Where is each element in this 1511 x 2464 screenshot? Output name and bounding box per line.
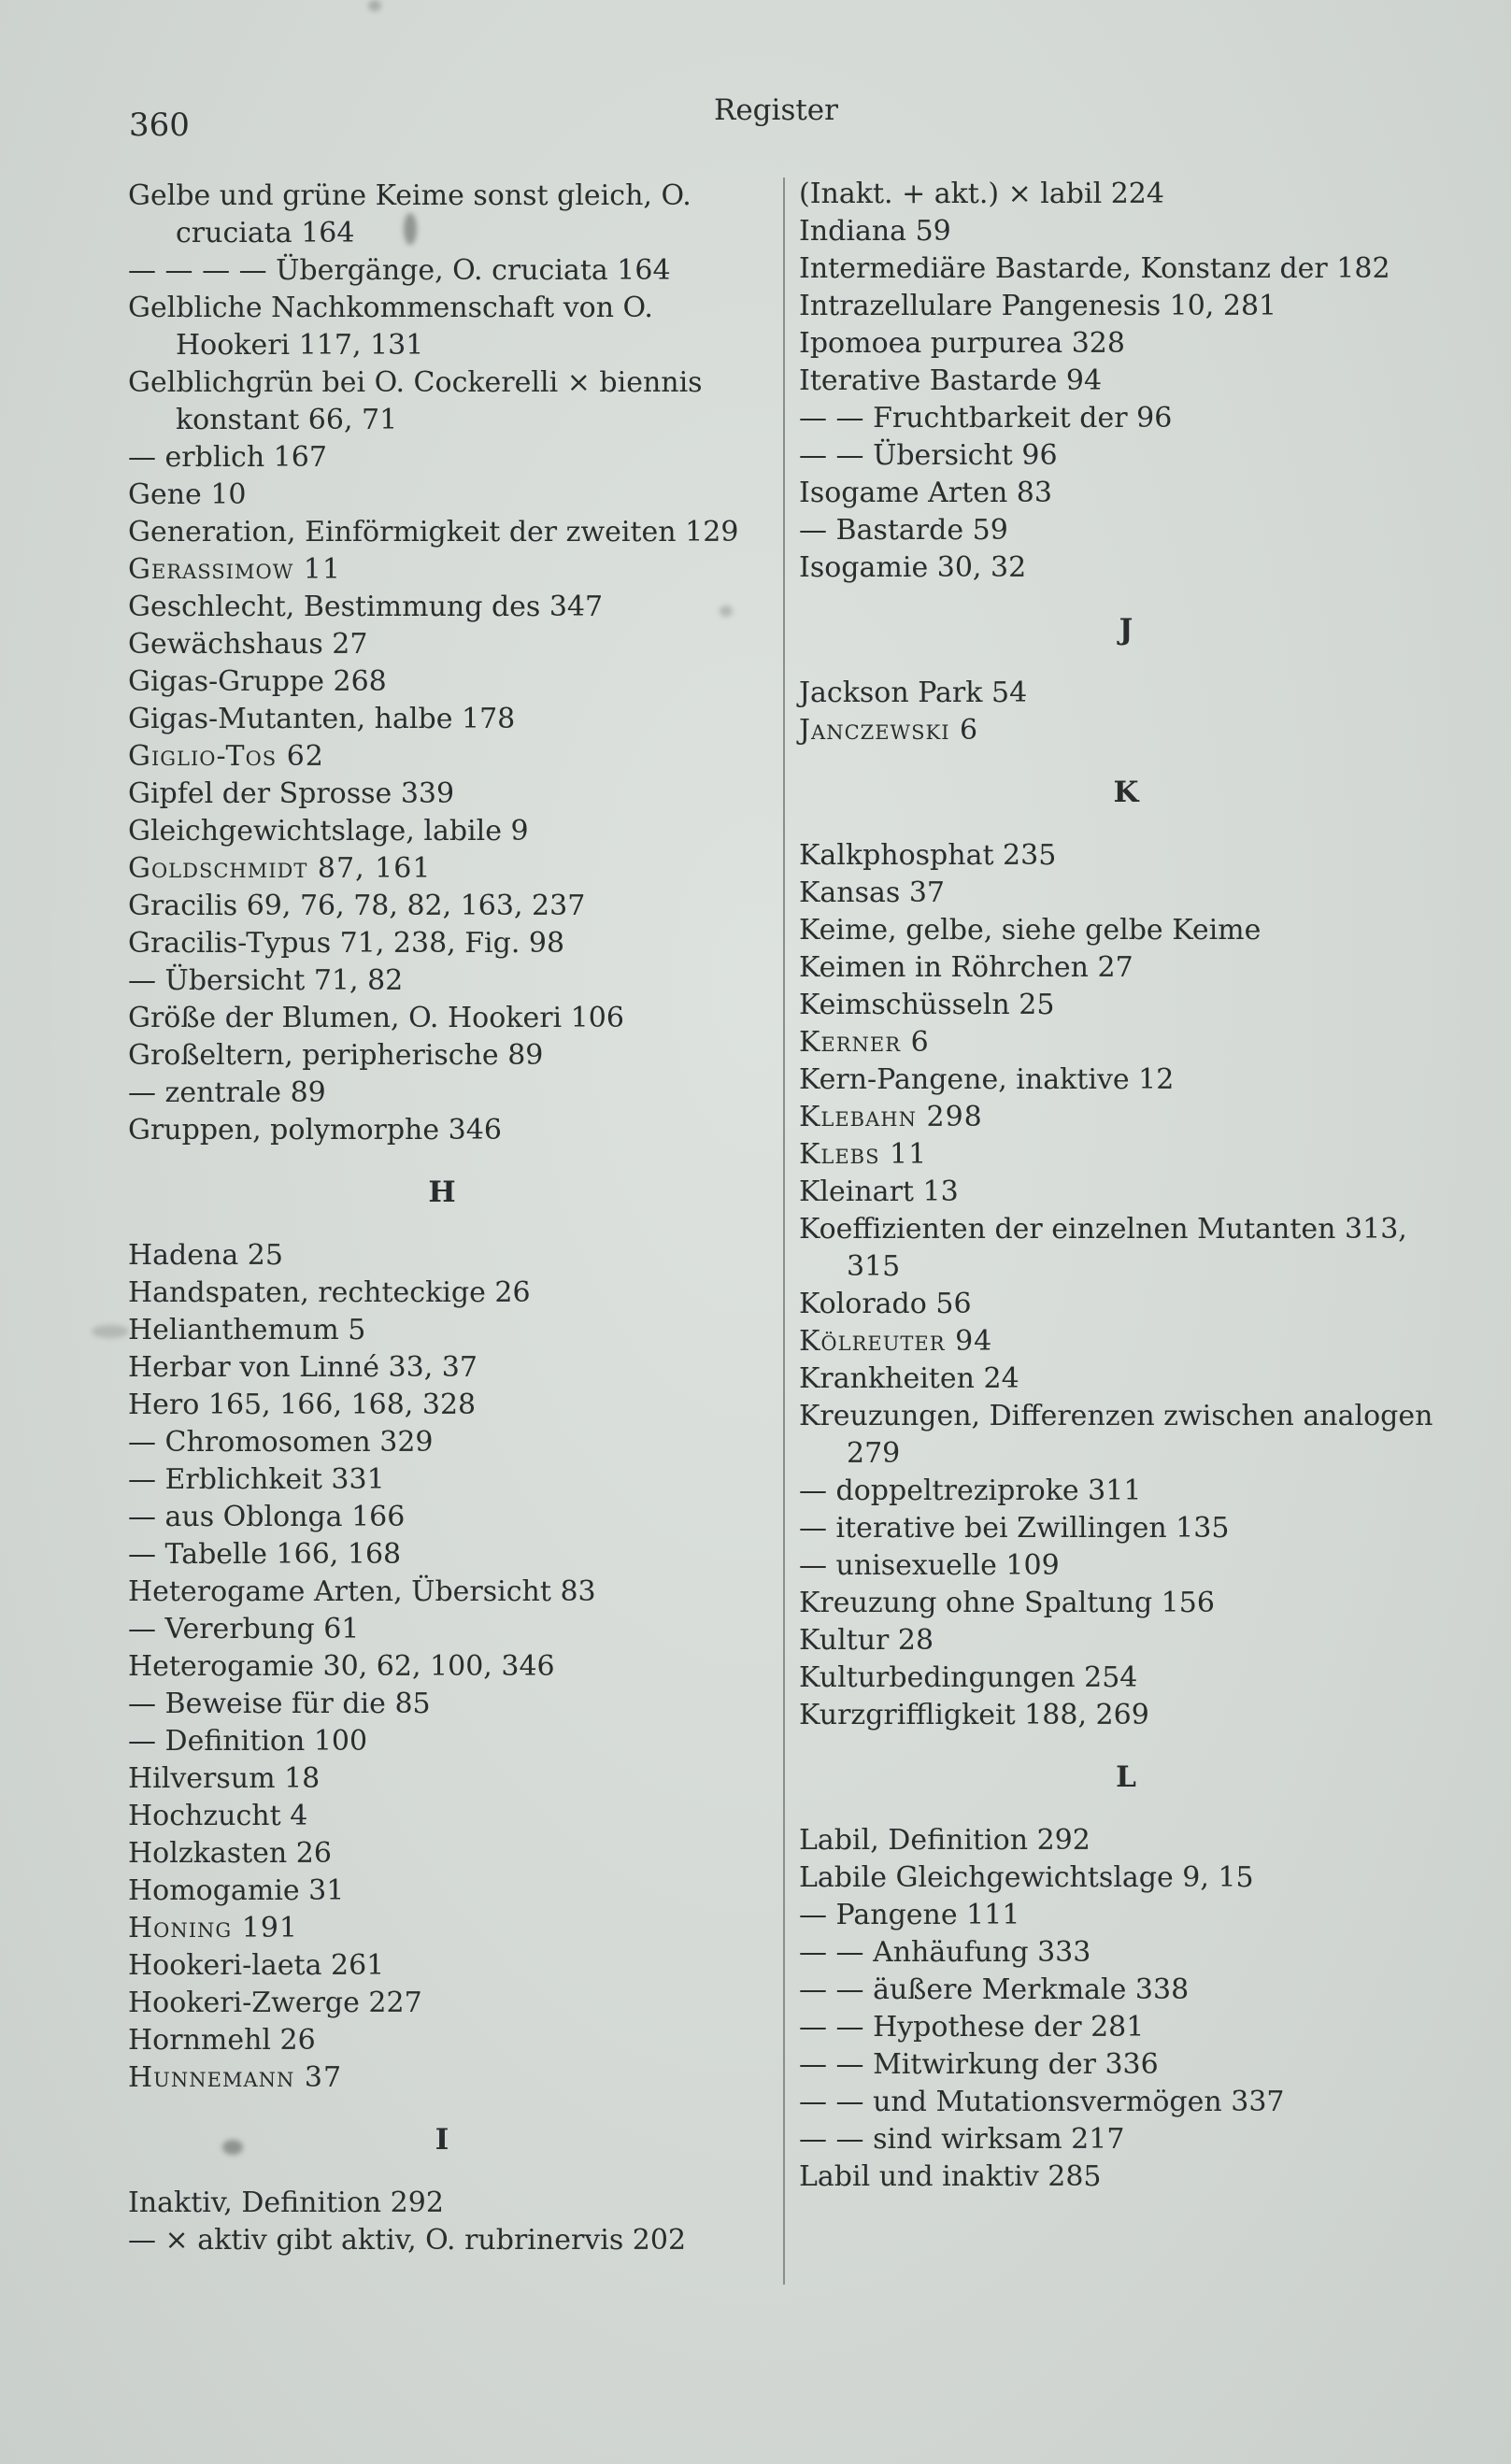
index-entry: Intermediäre Bastarde, Konstanz der 182 xyxy=(799,252,1390,285)
index-entry: Gigas-Mutanten, halbe 178 xyxy=(128,703,516,735)
ink-smudge xyxy=(404,213,417,245)
index-entry: Janczewski 6 xyxy=(799,714,979,747)
index-entry: Kreuzungen, Differenzen zwischen analogen 279 xyxy=(799,1400,1433,1470)
index-entry: Kölreuter 94 xyxy=(799,1325,993,1358)
section-letter-heading: K xyxy=(1113,776,1139,809)
index-entry: Gewächshaus 27 xyxy=(128,628,368,661)
index-entry: — aus Oblonga 166 xyxy=(128,1501,406,1533)
index-entry: — Übersicht 71, 82 xyxy=(128,964,404,997)
index-entry: Labile Gleichgewichtslage 9, 15 xyxy=(799,1861,1254,1894)
index-entry: Iterative Bastarde 94 xyxy=(799,364,1103,397)
index-entry: — Definition 100 xyxy=(128,1725,368,1758)
index-entry: Kulturbedingungen 254 xyxy=(799,1661,1138,1694)
index-entry: Kultur 28 xyxy=(799,1624,934,1657)
section-letter-heading: I xyxy=(435,2123,449,2157)
index-entry: — Pangene 111 xyxy=(799,1899,1020,1931)
index-entry: — Erblichkeit 331 xyxy=(128,1463,385,1496)
index-entry: Keime, gelbe, siehe gelbe Keime xyxy=(799,914,1262,947)
column-divider xyxy=(783,178,785,2285)
index-entry: Herbar von Linné 33, 37 xyxy=(128,1351,478,1384)
index-entry: Generation, Einförmigkeit der zweiten 129 xyxy=(128,516,739,548)
index-entry: Inaktiv, Definition 292 xyxy=(128,2186,444,2219)
index-entry: Gleichgewichtslage, labile 9 xyxy=(128,815,529,847)
index-entry: (Inakt. + akt.) × labil 224 xyxy=(799,178,1164,210)
index-entry: — — äußere Merkmale 338 xyxy=(799,1973,1190,2006)
index-entry: Gipfel der Sprosse 339 xyxy=(128,777,455,810)
index-entry: — unisexuelle 109 xyxy=(799,1549,1060,1582)
index-entry: Hero 165, 166, 168, 328 xyxy=(128,1389,477,1421)
index-entry: — — Hypothese der 281 xyxy=(799,2011,1145,2044)
index-entry: Kolorado 56 xyxy=(799,1288,972,1320)
index-entry: Isogame Arten 83 xyxy=(799,477,1052,509)
index-entry: Hochzucht 4 xyxy=(128,1800,308,1832)
index-entry: Krankheiten 24 xyxy=(799,1362,1019,1395)
index-column-left xyxy=(128,178,756,2259)
index-entry: Goldschmidt 87, 161 xyxy=(128,852,432,885)
index-entry: Keimen in Röhrchen 27 xyxy=(799,951,1133,984)
index-entry: Isogamie 30, 32 xyxy=(799,551,1027,584)
index-entry: Ipomoea purpurea 328 xyxy=(799,327,1125,360)
running-head: Register xyxy=(714,93,838,127)
index-entry: Hadena 25 xyxy=(128,1239,283,1272)
index-entry: Jackson Park 54 xyxy=(799,677,1028,709)
index-entry: Kalkphosphat 235 xyxy=(799,839,1057,872)
index-entry: — — sind wirksam 217 xyxy=(799,2123,1125,2156)
index-entry: Gracilis-Typus 71, 238, Fig. 98 xyxy=(128,927,565,960)
index-entry: — Vererbung 61 xyxy=(128,1613,360,1645)
index-entry: — — Fruchtbarkeit der 96 xyxy=(799,402,1173,434)
index-entry: Kreuzung ohne Spaltung 156 xyxy=(799,1587,1215,1619)
index-entry: — iterative bei Zwillingen 135 xyxy=(799,1512,1230,1545)
index-entry: — zentrale 89 xyxy=(128,1076,326,1109)
index-entry: Holzkasten 26 xyxy=(128,1837,332,1870)
index-entry: Kerner 6 xyxy=(799,1026,930,1059)
index-entry: Klebahn 298 xyxy=(799,1101,983,1133)
index-entry: — Bastarde 59 xyxy=(799,514,1008,547)
index-entry: — — Mitwirkung der 336 xyxy=(799,2048,1159,2081)
index-entry: Intrazellulare Pangenesis 10, 281 xyxy=(799,290,1277,322)
index-entry: Hilversum 18 xyxy=(128,1762,321,1795)
index-entry: Koeffizienten der einzelnen Mutanten 313, 315 xyxy=(799,1213,1407,1283)
index-entry: Indiana 59 xyxy=(799,215,951,248)
index-entry: — Beweise für die 85 xyxy=(128,1688,431,1720)
index-entry: Heterogamie 30, 62, 100, 346 xyxy=(128,1650,555,1683)
index-entry: — — Anhäufung 333 xyxy=(799,1936,1091,1969)
index-entry: Labil, Definition 292 xyxy=(799,1824,1090,1857)
index-entry: Gelbe und grüne Keime sonst gleich, O. cruciata 164 xyxy=(128,179,691,249)
index-entry: Gerassimow 11 xyxy=(128,553,341,586)
index-entry: Hornmehl 26 xyxy=(128,2024,316,2057)
index-entry: Hookeri-laeta 261 xyxy=(128,1949,385,1982)
index-entry: Hunnemann 37 xyxy=(128,2061,343,2094)
index-entry: — — — — Übergänge, O. cruciata 164 xyxy=(128,254,671,287)
index-entry: Gene 10 xyxy=(128,478,247,511)
index-entry: Kleinart 13 xyxy=(799,1175,959,1208)
index-entry: Giglio-Tos 62 xyxy=(128,740,324,773)
index-entry: Keimschüsseln 25 xyxy=(799,989,1055,1021)
index-entry: — — Übersicht 96 xyxy=(799,439,1058,472)
index-entry: Gruppen, polymorphe 346 xyxy=(128,1114,502,1147)
ink-smudge xyxy=(368,0,381,11)
index-entry: Homogamie 31 xyxy=(128,1874,345,1907)
ink-smudge xyxy=(222,2140,243,2155)
index-entry: Kern-Pangene, inaktive 12 xyxy=(799,1063,1175,1096)
index-entry: Helianthemum 5 xyxy=(128,1314,366,1346)
index-entry: — erblich 167 xyxy=(128,441,327,474)
index-column-right xyxy=(799,176,1453,2196)
section-letter-heading: H xyxy=(428,1175,456,1209)
index-entry: Labil und inaktiv 285 xyxy=(799,2160,1102,2193)
index-entry: Geschlecht, Bestimmung des 347 xyxy=(128,591,604,623)
section-letter-heading: J xyxy=(1119,613,1133,647)
index-entry: Gracilis 69, 76, 78, 82, 163, 237 xyxy=(128,890,586,922)
index-entry: Gelblichgrün bei O. Cockerelli × biennis konstant 66, 71 xyxy=(128,366,703,436)
index-entry: — doppeltreziproke 311 xyxy=(799,1474,1142,1507)
index-entry: — — und Mutationsvermögen 337 xyxy=(799,2086,1285,2118)
index-entry: Gigas-Gruppe 268 xyxy=(128,665,387,698)
index-entry: Klebs 11 xyxy=(799,1138,928,1171)
index-entry: Gelbliche Nachkommenschaft von O. Hookeri 117, 131 xyxy=(128,292,653,362)
index-entry: Hookeri-Zwerge 227 xyxy=(128,1987,422,2019)
index-entry: — Tabelle 166, 168 xyxy=(128,1538,402,1571)
section-letter-heading: L xyxy=(1116,1760,1136,1794)
index-entry: Größe der Blumen, O. Hookeri 106 xyxy=(128,1002,624,1034)
ink-smudge xyxy=(720,605,733,617)
index-entry: Kansas 37 xyxy=(799,876,946,909)
index-entry: Großeltern, peripherische 89 xyxy=(128,1039,544,1072)
index-entry: — Chromosomen 329 xyxy=(128,1426,434,1459)
index-entry: Heterogame Arten, Übersicht 83 xyxy=(128,1575,596,1608)
index-entry: — × aktiv gibt aktiv, O. rubrinervis 202 xyxy=(128,2224,687,2257)
page-header xyxy=(0,86,1511,142)
page-number: 360 xyxy=(129,107,190,144)
index-entry: Kurzgriffligkeit 188, 269 xyxy=(799,1699,1149,1731)
ink-smudge xyxy=(92,1325,129,1338)
index-entry: Honing 191 xyxy=(128,1912,298,1944)
index-entry: Handspaten, rechteckige 26 xyxy=(128,1276,531,1309)
